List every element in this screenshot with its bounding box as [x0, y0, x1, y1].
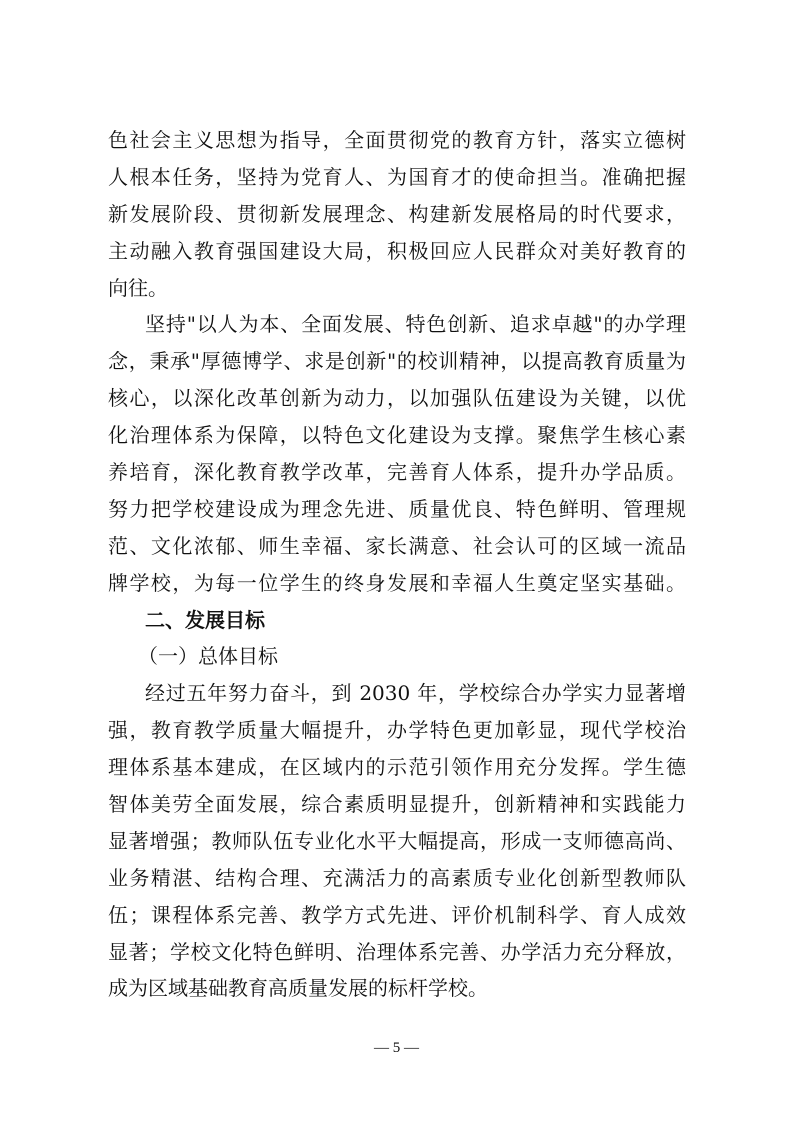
text-line: 范、文化浓郁、师生幸福、家长满意、社会认可的区域一流品 — [108, 533, 686, 558]
text-line: 主动融入教育强国建设大局，积极回应人民群众对美好教育的 — [108, 238, 686, 263]
subsection-heading: （一）总体目标 — [138, 644, 278, 669]
text-line: 坚持"以人为本、全面发展、特色创新、追求卓越"的办学理 — [145, 312, 686, 337]
text-line: 化治理体系为保障，以特色文化建设为支撑。聚焦学生核心素 — [108, 423, 686, 448]
paragraph — [108, 306, 686, 601]
paragraph — [108, 122, 686, 306]
text-line: 理体系基本建成，在区域内的示范引领作用充分发挥。学生德 — [108, 755, 686, 780]
page-number: — 5 — — [374, 1040, 419, 1056]
text-line: 色社会主义思想为指导，全面贯彻党的教育方针，落实立德树 — [108, 128, 686, 152]
text-line: 经过五年努力奋斗，到 2030 年，学校综合办学实力显著增 — [145, 681, 686, 706]
text-line: 努力把学校建设成为理念先进、质量优良、特色鲜明、管理规 — [108, 496, 686, 521]
text-line: 牌学校，为每一位学生的终身发展和幸福人生奠定坚实基础。 — [108, 570, 686, 595]
text-line: 智体美劳全面发展，综合素质明显提升，创新精神和实践能力 — [108, 792, 686, 817]
text-line: 成为区域基础教育高质量发展的标杆学校。 — [108, 976, 488, 1001]
text-line: 念，秉承"厚德博学、求是创新"的校训精神，以提高教育质量为 — [108, 349, 686, 374]
text-line: 养培育，深化教育教学改革，完善育人体系，提升办学品质。 — [108, 460, 686, 485]
text-line: 业务精湛、结构合理、充满活力的高素质专业化创新型教师队 — [108, 865, 686, 890]
text-line: 新发展阶段、贯彻新发展理念、构建新发展格局的时代要求， — [108, 201, 686, 226]
text-line: 显著增强；教师队伍专业化水平大幅提高，形成一支师德高尚、 — [108, 828, 686, 853]
text-line: 伍；课程体系完善、教学方式先进、评价机制科学、育人成效 — [108, 902, 686, 927]
text-line: 向往。 — [108, 275, 168, 300]
text-line: 人根本任务，坚持为党育人、为国育才的使命担当。准确把握 — [108, 164, 686, 189]
text-line: 核心，以深化改革创新为动力，以加强队伍建设为关键，以优 — [108, 386, 686, 411]
text-line: 强，教育教学质量大幅提升，办学特色更加彰显，现代学校治 — [108, 718, 686, 743]
text-line: 显著；学校文化特色鲜明、治理体系完善、办学活力充分释放， — [108, 939, 686, 964]
paragraph — [108, 675, 686, 1007]
document-body — [108, 122, 686, 1007]
section-heading: 二、发展目标 — [145, 607, 265, 632]
